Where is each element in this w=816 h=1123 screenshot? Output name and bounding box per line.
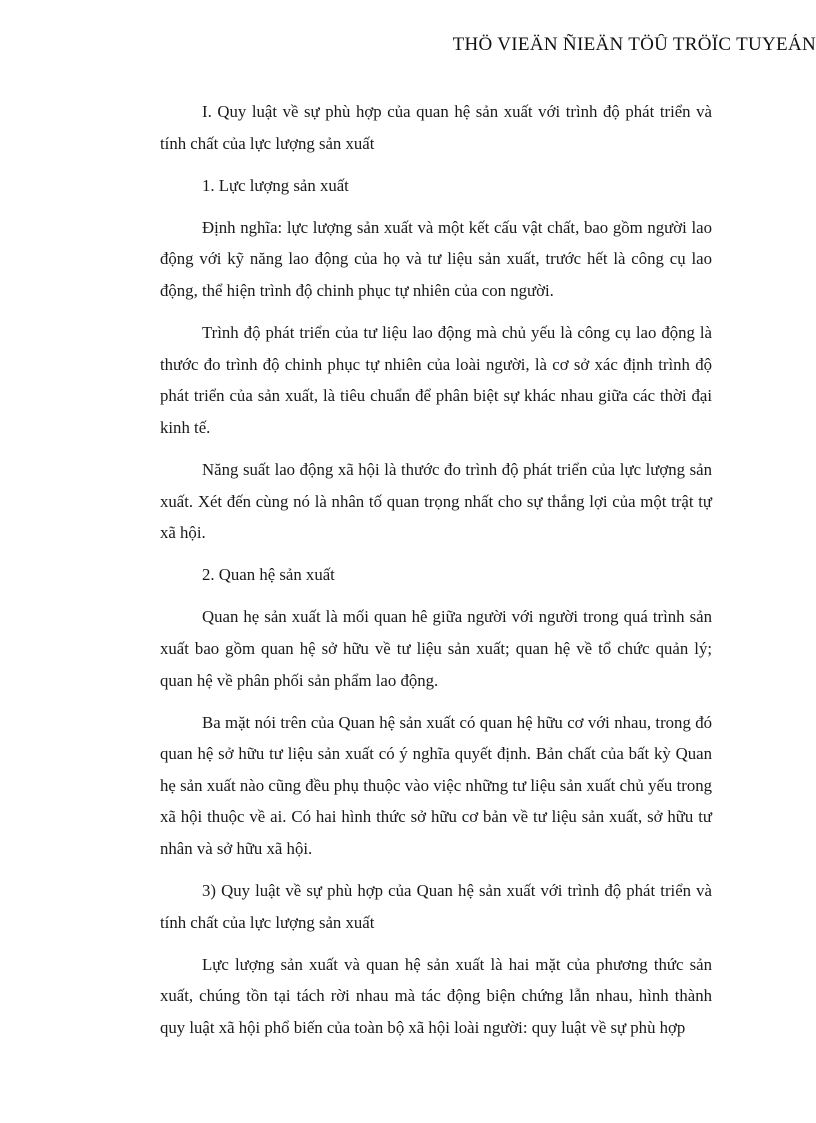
paragraph-production-relations: Quan hẹ sản xuất là mối quan hê giữa người với người trong quá trình sản xuất bao gồm quan hệ sở hữu về tư liệu sản xuất; quan hệ về tổ chức quản lý; quan hệ về phân phối sản phẩm lao động. bbox=[160, 607, 712, 690]
paragraph-labor-productivity: Năng suất lao động xã hội là thước đo trình độ phát triển của lực lượng sản xuất. Xét đến cùng nó là nhân tố quan trọng nhất cho sự thắng lợi của một trật tự xã hội. bbox=[160, 459, 712, 543]
paragraph-three-aspects: Ba mặt nói trên của Quan hệ sản xuất có quan hệ hữu cơ với nhau, trong đó quan hệ sở hữu tư liệu sản xuất có ý nghĩa quyết định. Bản chất của bất kỳ Quan hẹ sản xuất nào cũng đều phụ thuộc vào việc những tư liệu sản xuất chủ yếu trong xã hội thuộc về ai. Có hai hình thức sở hữu cơ bản về tư liệu sản xuất, sở hữu tư nhân và sở hữu xã hội. bbox=[160, 712, 712, 858]
paragraph-development-level: Trình độ phát triển của tư liệu lao động mà chủ yếu là công cụ lao động là thước đo trình độ chinh phục tự nhiên của loài người, là cơ sở xác định trình độ phát triển của sản xuất, là tiêu chuẩn để phân biệt sự khác nhau giữa các thời đại kinh tế. bbox=[160, 323, 712, 437]
paragraph-law: Lực lượng sản xuất và quan hệ sản xuất là hai mặt của phương thức sản xuất, chúng tồn tại tách rời nhau mà tác động biện chứng lẫn nhau, hình thành quy luật xã hội phổ biến của toàn bộ xã hội loài người: quy luật về sự phù hợp bbox=[160, 954, 712, 1037]
document-body bbox=[160, 96, 712, 1054]
subheading-3: 3) Quy luật về sự phù hợp của Quan hệ sản xuất với trình độ phát triển và tính chất của lực lượng sản xuất bbox=[160, 881, 712, 932]
section-heading-1: I. Quy luật về sự phù hợp của quan hệ sản xuất với trình độ phát triển và tính chất của lực lượng sản xuất bbox=[160, 102, 712, 153]
page-header: THÖ VIEÄN ÑIEÄN TÖÛ TRÖÏC TUYEÁN bbox=[452, 34, 816, 55]
subheading-1: 1. Lực lượng sản xuất bbox=[202, 175, 349, 195]
paragraph-definition: Định nghĩa: lực lượng sản xuất và một kết cấu vật chất, bao gồm người lao động với kỹ năng lao động của họ và tư liệu sản xuất, trước hết là công cụ lao động, thể hiện trình độ chinh phục tự nhiên của con người. bbox=[160, 217, 712, 300]
subheading-2: 2. Quan hệ sản xuất bbox=[202, 565, 335, 585]
